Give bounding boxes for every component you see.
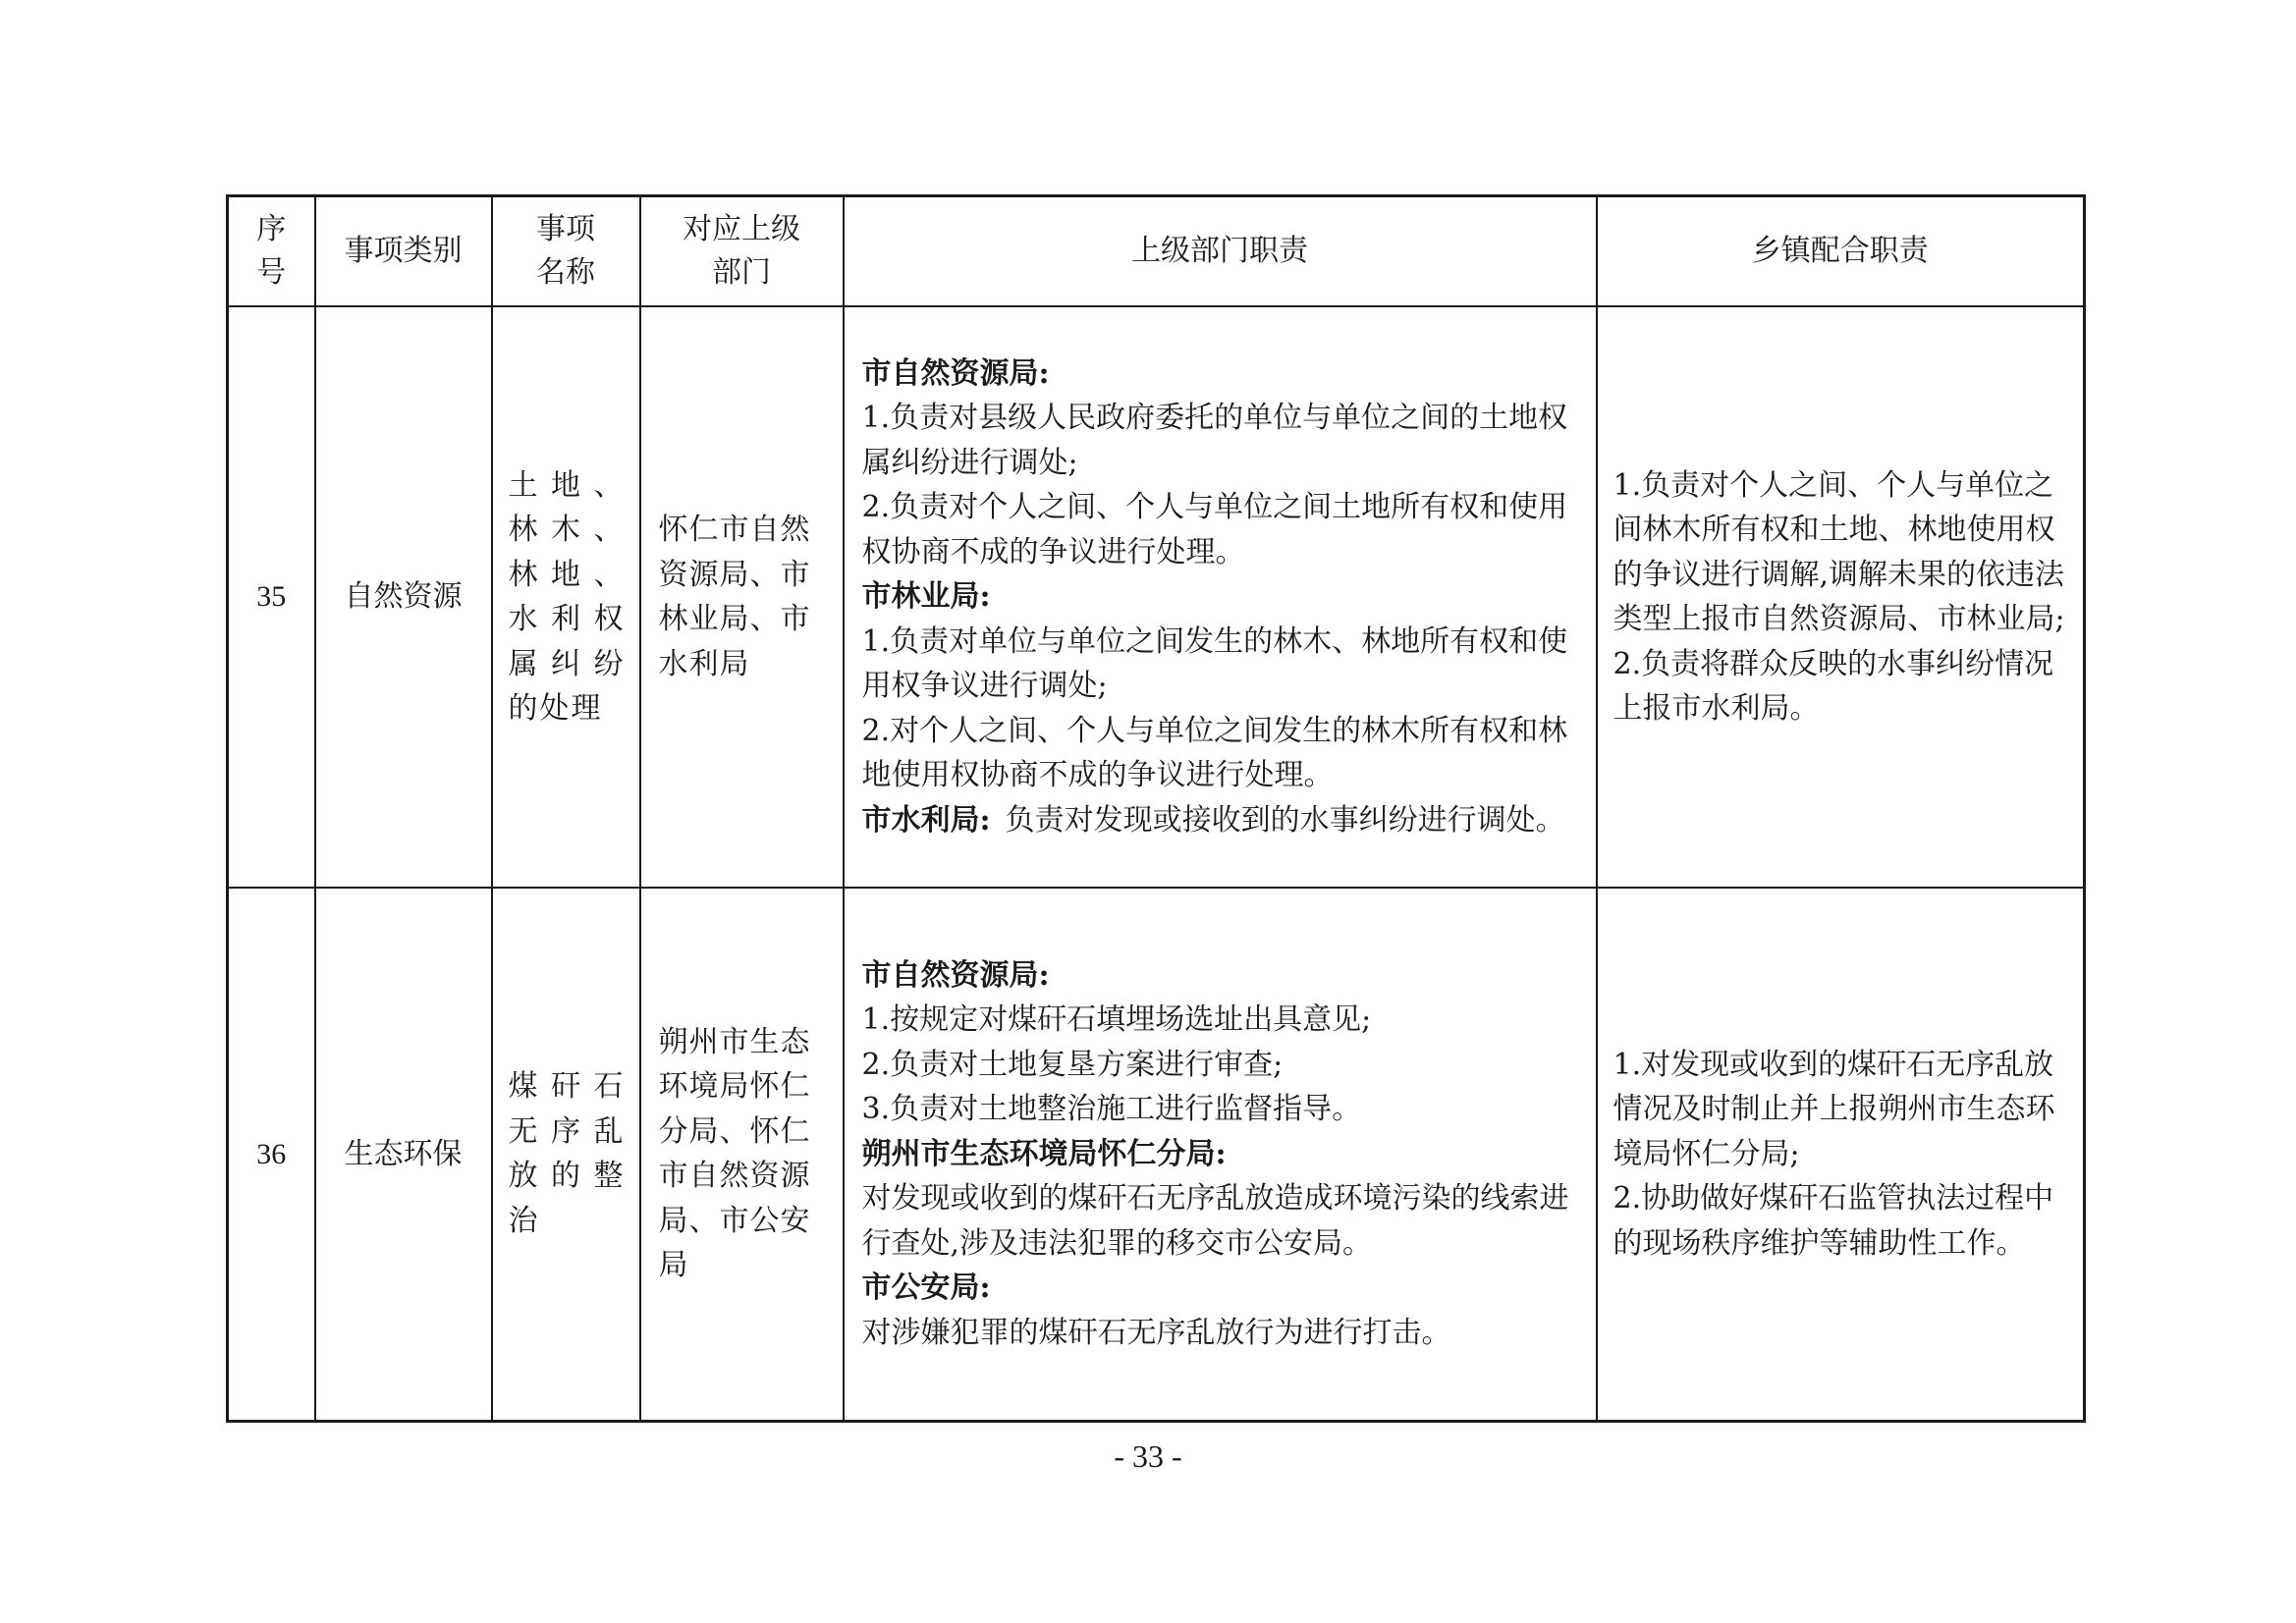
table-header-row <box>228 196 2085 307</box>
row-department: 朔州市生态环境局怀仁分局、怀仁市自然资源局、市公安局 <box>640 888 844 1421</box>
duty-dept-title: 朔州市生态环境局怀仁分局: <box>861 1136 1227 1171</box>
row-town-duty <box>1597 888 2085 1421</box>
town-duty-line: 2.负责将群众反映的水事纠纷情况上报市水利局。 <box>1613 646 2054 726</box>
duty-line: 2.对个人之间、个人与单位之间发生的林木所有权和林地使用权协商不成的争议进行处理。 <box>861 713 1568 793</box>
table-row <box>228 306 2085 888</box>
duty-line: 对发现或收到的煤矸石无序乱放造成环境污染的线索进行查处,涉及违法犯罪的移交市公安局。 <box>861 1181 1569 1261</box>
header-upper-duty: 上级部门职责 <box>844 196 1597 307</box>
duty-text: 负责对发现或接收到的水事纠纷进行调处。 <box>1005 802 1565 838</box>
row-item-name: 土地、林木、林地、水利权属纠纷的处理 <box>492 306 640 888</box>
duty-dept-title: 市公安局: <box>861 1271 991 1305</box>
header-serial: 序 号 <box>228 196 315 307</box>
duty-dept-title: 市自然资源局: <box>861 355 1050 391</box>
row-upper-duty <box>844 306 1597 888</box>
row-town-duty <box>1597 306 2085 888</box>
town-duty-line: 2.协助做好煤矸石监管执法过程中的现场秩序维护等辅助性工作。 <box>1613 1181 2054 1261</box>
row-serial: 35 <box>228 306 315 888</box>
town-duty-line: 1.负责对个人之间、个人与单位之间林木所有权和土地、林地使用权的争议进行调解,调解未果的依违法类型上报市自然资源局、市林业局; <box>1613 467 2065 636</box>
duty-line: 3.负责对土地整治施工进行监督指导。 <box>861 1092 1362 1126</box>
duty-line: 1.负责对县级人民政府委托的单位与单位之间的土地权属纠纷进行调处; <box>861 401 1568 480</box>
header-category: 事项类别 <box>315 196 492 307</box>
duty-line-inline <box>862 798 1578 843</box>
duty-dept-title: 市林业局: <box>861 579 991 615</box>
header-department: 对应上级 部门 <box>640 196 844 307</box>
header-town-duty: 乡镇配合职责 <box>1597 196 2085 307</box>
page-number: - 33 - <box>1114 1438 1182 1474</box>
row-category: 生态环保 <box>315 888 492 1421</box>
duty-dept-title: 市自然资源局: <box>861 957 1050 993</box>
duty-line: 2.负责对个人之间、个人与单位之间土地所有权和使用权协商不成的争议进行处理。 <box>861 490 1568 569</box>
header-item-name: 事项 名称 <box>492 196 640 307</box>
duty-line: 对涉嫌犯罪的煤矸石无序乱放行为进行打击。 <box>861 1315 1451 1350</box>
responsibility-table <box>226 194 2086 1423</box>
row-item-name: 煤矸石无序乱放的整治 <box>492 888 640 1421</box>
duty-dept-title: 市水利局: <box>861 802 991 838</box>
row-category: 自然资源 <box>315 306 492 888</box>
table-row <box>228 888 2085 1421</box>
row-upper-duty <box>844 888 1597 1421</box>
row-serial: 36 <box>228 888 315 1421</box>
town-duty-line: 1.对发现或收到的煤矸石无序乱放情况及时制止并上报朔州市生态环境局怀仁分局; <box>1613 1047 2055 1171</box>
row-department: 怀仁市自然资源局、市林业局、市水利局 <box>640 306 844 888</box>
duty-line: 2.负责对土地复垦方案进行审查; <box>861 1047 1284 1082</box>
duty-line: 1.按规定对煤矸石填埋场选址出具意见; <box>861 1002 1372 1037</box>
duty-line: 1.负责对单位与单位之间发生的林木、林地所有权和使用权争议进行调处; <box>861 623 1568 704</box>
